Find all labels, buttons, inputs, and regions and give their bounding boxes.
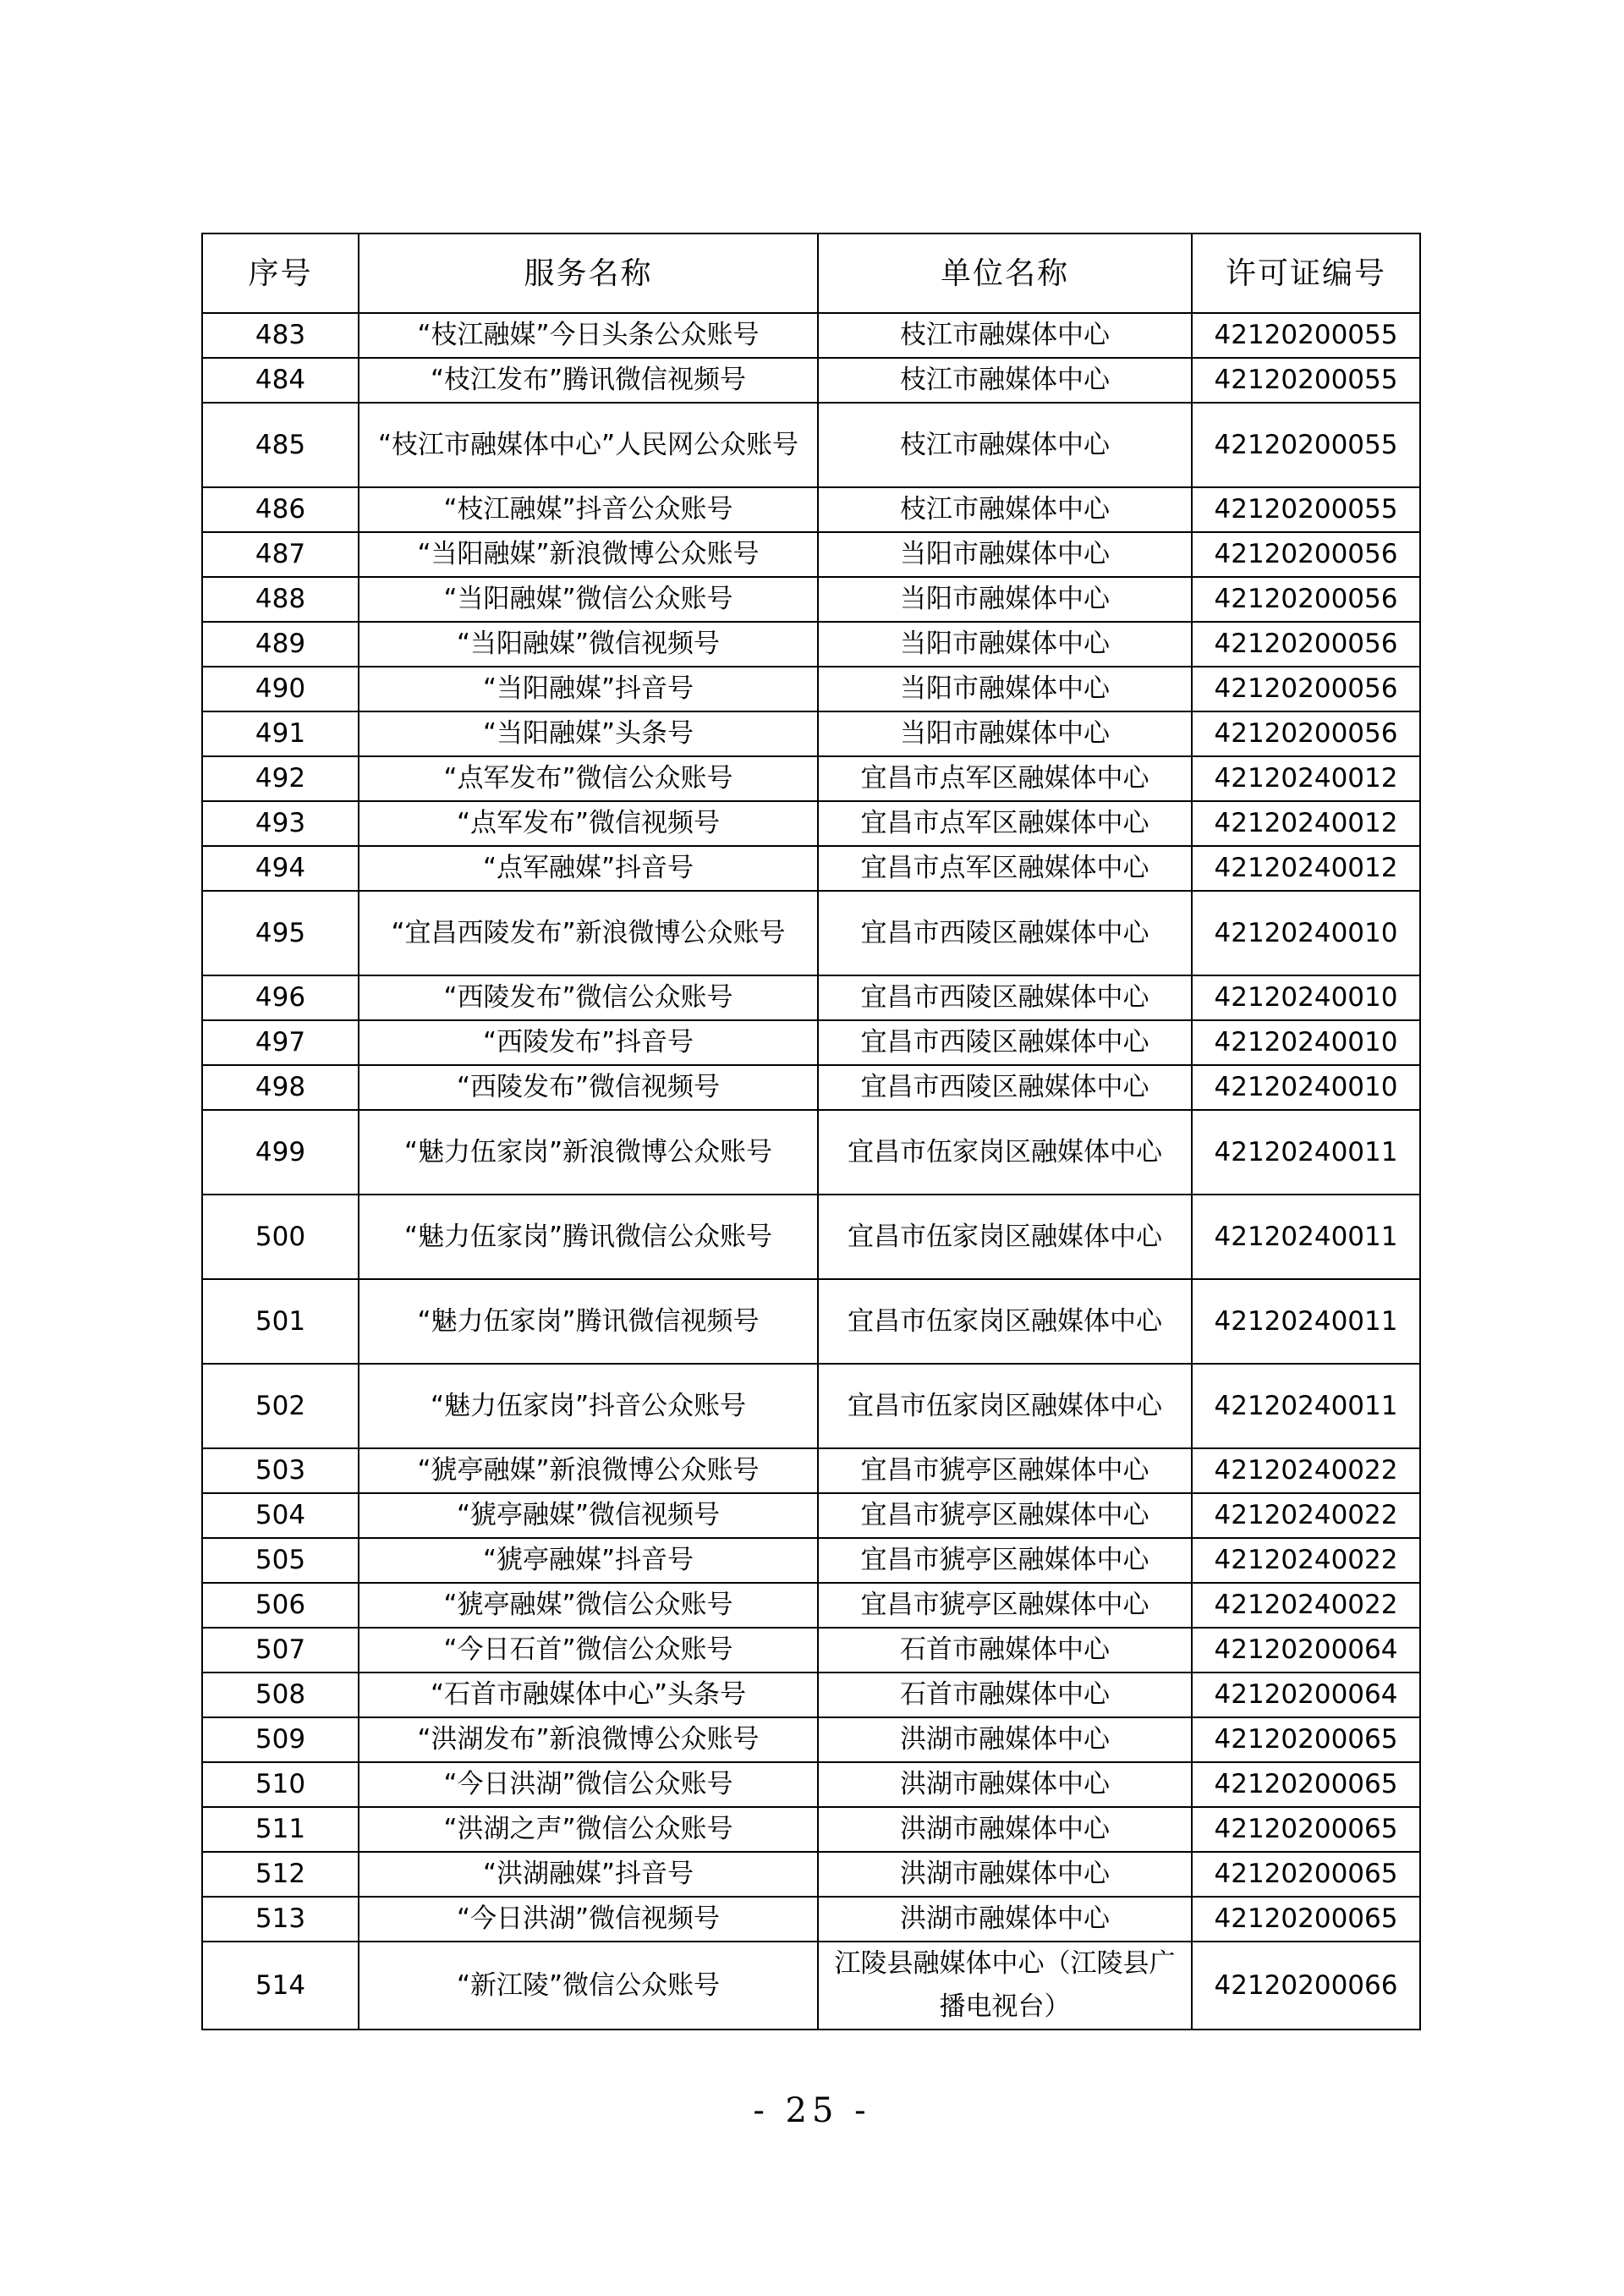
table-row (202, 1110, 1420, 1195)
cell-service-name: “点军发布”微信公众账号 (359, 756, 818, 801)
table-row (202, 1852, 1420, 1897)
cell-serial-number: 511 (202, 1807, 359, 1852)
cell-unit-name: 宜昌市猇亭区融媒体中心 (818, 1538, 1192, 1583)
cell-unit-name: 枝江市融媒体中心 (818, 487, 1192, 532)
cell-serial-number: 505 (202, 1538, 359, 1583)
cell-service-name: “猇亭融媒”微信视频号 (359, 1493, 818, 1538)
table-row (202, 1020, 1420, 1065)
table-row (202, 313, 1420, 358)
cell-unit-name: 枝江市融媒体中心 (818, 358, 1192, 403)
cell-serial-number: 514 (202, 1942, 359, 2030)
cell-unit-name: 宜昌市西陵区融媒体中心 (818, 975, 1192, 1020)
cell-service-name: “魅力伍家岗”腾讯微信公众账号 (359, 1195, 818, 1279)
page-number: - 25 - (753, 2091, 871, 2130)
cell-license-number: 42120240022 (1192, 1448, 1420, 1493)
table-row (202, 1065, 1420, 1110)
header-unit-name: 单位名称 (818, 233, 1192, 313)
cell-service-name: “猇亭融媒”抖音号 (359, 1538, 818, 1583)
table-row (202, 846, 1420, 891)
cell-unit-name: 枝江市融媒体中心 (818, 403, 1192, 487)
cell-unit-name: 当阳市融媒体中心 (818, 667, 1192, 711)
cell-license-number: 42120200064 (1192, 1628, 1420, 1673)
cell-serial-number: 502 (202, 1364, 359, 1448)
cell-unit-name: 洪湖市融媒体中心 (818, 1762, 1192, 1807)
table-row (202, 577, 1420, 622)
cell-serial-number: 486 (202, 487, 359, 532)
cell-unit-name: 江陵县融媒体中心（江陵县广播电视台） (818, 1942, 1192, 2030)
cell-serial-number: 490 (202, 667, 359, 711)
cell-service-name: “石首市融媒体中心”头条号 (359, 1673, 818, 1717)
cell-service-name: “魅力伍家岗”新浪微博公众账号 (359, 1110, 818, 1195)
table-row (202, 975, 1420, 1020)
cell-service-name: “今日石首”微信公众账号 (359, 1628, 818, 1673)
cell-license-number: 42120240010 (1192, 1065, 1420, 1110)
cell-service-name: “新江陵”微信公众账号 (359, 1942, 818, 2030)
cell-serial-number: 508 (202, 1673, 359, 1717)
table-row (202, 487, 1420, 532)
cell-service-name: “魅力伍家岗”抖音公众账号 (359, 1364, 818, 1448)
cell-unit-name: 宜昌市西陵区融媒体中心 (818, 1065, 1192, 1110)
cell-serial-number: 513 (202, 1897, 359, 1942)
table-row (202, 1538, 1420, 1583)
cell-unit-name: 宜昌市点军区融媒体中心 (818, 756, 1192, 801)
cell-license-number: 42120240010 (1192, 891, 1420, 975)
table-row (202, 1279, 1420, 1364)
cell-serial-number: 493 (202, 801, 359, 846)
cell-unit-name: 石首市融媒体中心 (818, 1673, 1192, 1717)
cell-license-number: 42120240022 (1192, 1538, 1420, 1583)
cell-unit-name: 当阳市融媒体中心 (818, 622, 1192, 667)
cell-serial-number: 510 (202, 1762, 359, 1807)
cell-serial-number: 500 (202, 1195, 359, 1279)
table-row (202, 622, 1420, 667)
cell-service-name: “当阳融媒”微信视频号 (359, 622, 818, 667)
cell-license-number: 42120200055 (1192, 358, 1420, 403)
cell-unit-name: 宜昌市猇亭区融媒体中心 (818, 1583, 1192, 1628)
cell-license-number: 42120240022 (1192, 1493, 1420, 1538)
cell-service-name: “当阳融媒”新浪微博公众账号 (359, 532, 818, 577)
license-table (201, 233, 1421, 2030)
cell-unit-name: 宜昌市伍家岗区融媒体中心 (818, 1279, 1192, 1364)
table-row (202, 1942, 1420, 2030)
cell-license-number: 42120200065 (1192, 1897, 1420, 1942)
table-row (202, 1762, 1420, 1807)
cell-serial-number: 507 (202, 1628, 359, 1673)
table-row (202, 801, 1420, 846)
cell-service-name: “西陵发布”抖音号 (359, 1020, 818, 1065)
cell-license-number: 42120240011 (1192, 1279, 1420, 1364)
cell-service-name: “枝江融媒”抖音公众账号 (359, 487, 818, 532)
cell-serial-number: 494 (202, 846, 359, 891)
cell-unit-name: 宜昌市点军区融媒体中心 (818, 801, 1192, 846)
table-row (202, 403, 1420, 487)
cell-service-name: “洪湖之声”微信公众账号 (359, 1807, 818, 1852)
cell-serial-number: 506 (202, 1583, 359, 1628)
cell-license-number: 42120240010 (1192, 1020, 1420, 1065)
cell-serial-number: 491 (202, 711, 359, 756)
header-serial-number: 序号 (202, 233, 359, 313)
cell-license-number: 42120240010 (1192, 975, 1420, 1020)
cell-service-name: “洪湖发布”新浪微博公众账号 (359, 1717, 818, 1762)
cell-serial-number: 499 (202, 1110, 359, 1195)
cell-unit-name: 枝江市融媒体中心 (818, 313, 1192, 358)
cell-unit-name: 洪湖市融媒体中心 (818, 1807, 1192, 1852)
cell-license-number: 42120200066 (1192, 1942, 1420, 2030)
table-row (202, 1195, 1420, 1279)
table-row (202, 1717, 1420, 1762)
cell-service-name: “洪湖融媒”抖音号 (359, 1852, 818, 1897)
table-row (202, 1807, 1420, 1852)
cell-serial-number: 484 (202, 358, 359, 403)
cell-service-name: “猇亭融媒”新浪微博公众账号 (359, 1448, 818, 1493)
header-service-name: 服务名称 (359, 233, 818, 313)
cell-service-name: “点军融媒”抖音号 (359, 846, 818, 891)
cell-serial-number: 496 (202, 975, 359, 1020)
cell-license-number: 42120240012 (1192, 756, 1420, 801)
table-row (202, 1448, 1420, 1493)
table-row (202, 756, 1420, 801)
table-row (202, 1628, 1420, 1673)
cell-serial-number: 488 (202, 577, 359, 622)
table-row (202, 891, 1420, 975)
cell-serial-number: 504 (202, 1493, 359, 1538)
cell-serial-number: 492 (202, 756, 359, 801)
cell-unit-name: 宜昌市伍家岗区融媒体中心 (818, 1195, 1192, 1279)
table-body (202, 313, 1420, 2030)
cell-unit-name: 宜昌市伍家岗区融媒体中心 (818, 1110, 1192, 1195)
cell-serial-number: 489 (202, 622, 359, 667)
cell-unit-name: 洪湖市融媒体中心 (818, 1717, 1192, 1762)
cell-service-name: “今日洪湖”微信视频号 (359, 1897, 818, 1942)
cell-license-number: 42120200055 (1192, 487, 1420, 532)
cell-serial-number: 497 (202, 1020, 359, 1065)
cell-serial-number: 498 (202, 1065, 359, 1110)
cell-serial-number: 495 (202, 891, 359, 975)
cell-license-number: 42120200064 (1192, 1673, 1420, 1717)
cell-unit-name: 宜昌市西陵区融媒体中心 (818, 1020, 1192, 1065)
cell-license-number: 42120240011 (1192, 1110, 1420, 1195)
cell-unit-name: 宜昌市猇亭区融媒体中心 (818, 1493, 1192, 1538)
cell-unit-name: 宜昌市猇亭区融媒体中心 (818, 1448, 1192, 1493)
cell-service-name: “魅力伍家岗”腾讯微信视频号 (359, 1279, 818, 1364)
cell-license-number: 42120200055 (1192, 313, 1420, 358)
table-row (202, 358, 1420, 403)
table-row (202, 1673, 1420, 1717)
cell-serial-number: 485 (202, 403, 359, 487)
table-row (202, 1493, 1420, 1538)
cell-unit-name: 当阳市融媒体中心 (818, 577, 1192, 622)
cell-service-name: “猇亭融媒”微信公众账号 (359, 1583, 818, 1628)
cell-unit-name: 洪湖市融媒体中心 (818, 1852, 1192, 1897)
cell-license-number: 42120240011 (1192, 1195, 1420, 1279)
cell-serial-number: 512 (202, 1852, 359, 1897)
cell-license-number: 42120200056 (1192, 667, 1420, 711)
cell-service-name: “宜昌西陵发布”新浪微博公众账号 (359, 891, 818, 975)
table-row (202, 1897, 1420, 1942)
cell-serial-number: 487 (202, 532, 359, 577)
cell-license-number: 42120200056 (1192, 577, 1420, 622)
cell-unit-name: 宜昌市西陵区融媒体中心 (818, 891, 1192, 975)
cell-serial-number: 503 (202, 1448, 359, 1493)
cell-service-name: “西陵发布”微信视频号 (359, 1065, 818, 1110)
table-row (202, 711, 1420, 756)
cell-service-name: “西陵发布”微信公众账号 (359, 975, 818, 1020)
cell-license-number: 42120200055 (1192, 403, 1420, 487)
cell-unit-name: 当阳市融媒体中心 (818, 532, 1192, 577)
cell-unit-name: 石首市融媒体中心 (818, 1628, 1192, 1673)
cell-license-number: 42120200065 (1192, 1852, 1420, 1897)
cell-serial-number: 509 (202, 1717, 359, 1762)
cell-serial-number: 483 (202, 313, 359, 358)
cell-license-number: 42120200056 (1192, 532, 1420, 577)
cell-service-name: “点军发布”微信视频号 (359, 801, 818, 846)
cell-serial-number: 501 (202, 1279, 359, 1364)
cell-unit-name: 宜昌市点军区融媒体中心 (818, 846, 1192, 891)
table-row (202, 532, 1420, 577)
cell-license-number: 42120200065 (1192, 1762, 1420, 1807)
cell-license-number: 42120240022 (1192, 1583, 1420, 1628)
cell-license-number: 42120200056 (1192, 711, 1420, 756)
cell-license-number: 42120200065 (1192, 1717, 1420, 1762)
cell-service-name: “当阳融媒”头条号 (359, 711, 818, 756)
table-row (202, 1583, 1420, 1628)
cell-service-name: “枝江发布”腾讯微信视频号 (359, 358, 818, 403)
table-row (202, 1364, 1420, 1448)
cell-unit-name: 洪湖市融媒体中心 (818, 1897, 1192, 1942)
cell-service-name: “枝江融媒”今日头条公众账号 (359, 313, 818, 358)
table-header-row (202, 233, 1420, 313)
cell-license-number: 42120240011 (1192, 1364, 1420, 1448)
header-license-number: 许可证编号 (1192, 233, 1420, 313)
cell-license-number: 42120240012 (1192, 801, 1420, 846)
table-row (202, 667, 1420, 711)
cell-service-name: “今日洪湖”微信公众账号 (359, 1762, 818, 1807)
cell-unit-name: 当阳市融媒体中心 (818, 711, 1192, 756)
cell-license-number: 42120200065 (1192, 1807, 1420, 1852)
cell-service-name: “当阳融媒”抖音号 (359, 667, 818, 711)
cell-service-name: “当阳融媒”微信公众账号 (359, 577, 818, 622)
cell-license-number: 42120240012 (1192, 846, 1420, 891)
cell-unit-name: 宜昌市伍家岗区融媒体中心 (818, 1364, 1192, 1448)
cell-license-number: 42120200056 (1192, 622, 1420, 667)
cell-service-name: “枝江市融媒体中心”人民网公众账号 (359, 403, 818, 487)
